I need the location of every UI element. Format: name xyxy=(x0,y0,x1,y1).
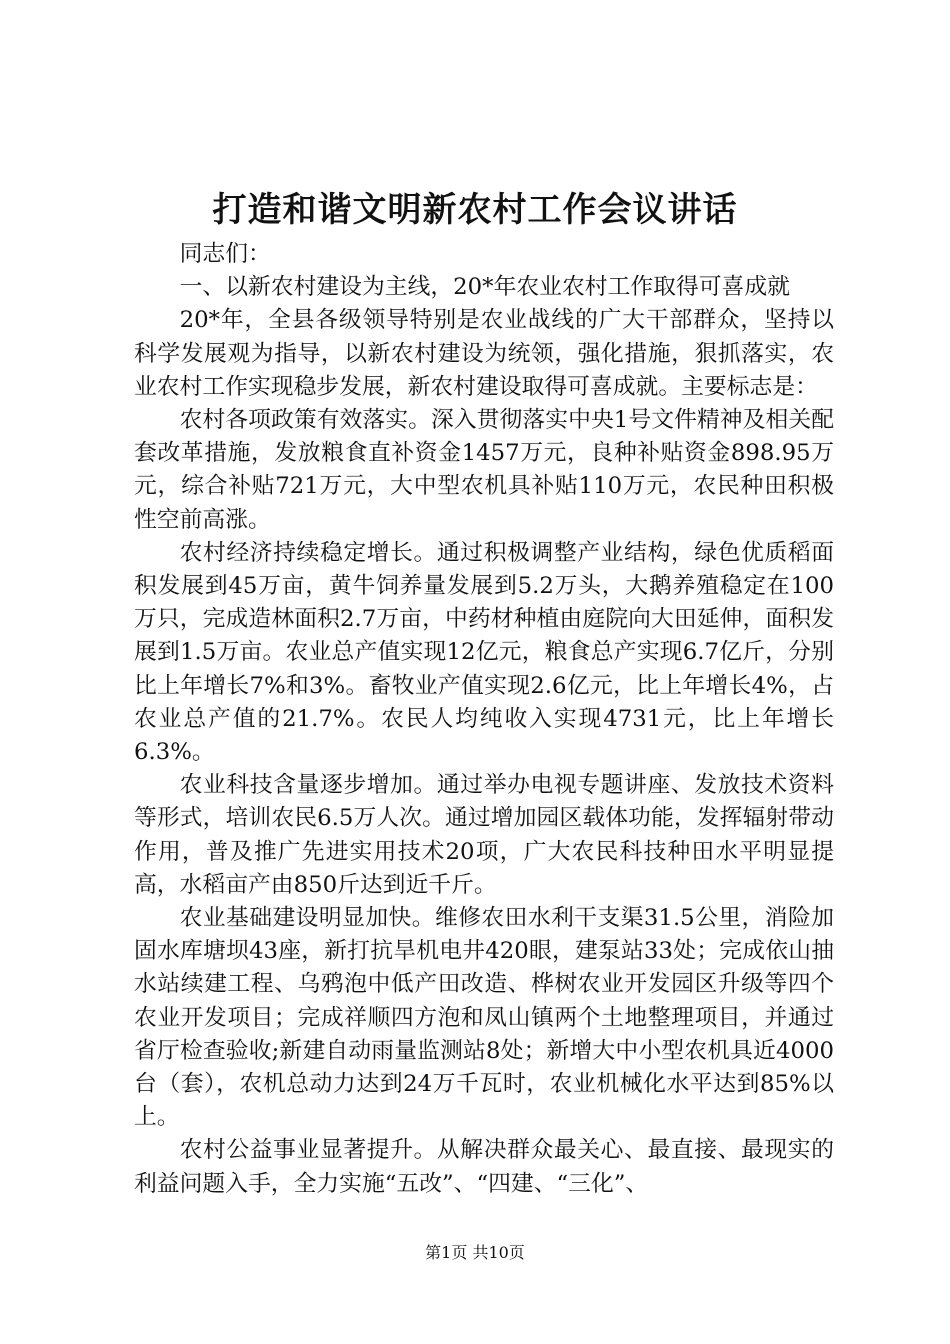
page-footer: 第1页 共10页 xyxy=(425,1243,525,1262)
body-paragraph: 农业科技含量逐步增加。通过举办电视专题讲座、发放技术资料等形式，培训农民6.5万人次。通过增加园区载体功能，发挥辐射带动作用，普及推广先进实用技术20项，广大农民科技种田水平明显提高，水稻亩产由850斤达到近千斤。 xyxy=(134,772,834,898)
section-heading: 一、以新农村建设为主线，20*年农业农村工作取得可喜成就 xyxy=(179,274,790,301)
document-title: 打造和谐文明新农村工作会议讲话 xyxy=(212,190,738,230)
body-paragraph: 农村各项政策有效落实。深入贯彻落实中央1号文件精神及相关配套改革措施，发放粮食直补资金1457万元，良种补贴资金898.95万元，综合补贴721万元，大中型农机具补贴110万元，农民种田积极性空前高涨。 xyxy=(134,407,834,533)
body-paragraph: 20*年，全县各级领导特别是农业战线的广大干部群众，坚持以科学发展观为指导，以新农村建设为统领，强化措施，狠抓落实，农业农村工作实现稳步发展，新农村建设取得可喜成就。主要标志是： xyxy=(134,307,834,400)
body-paragraph: 农村公益事业显著提升。从解决群众最关心、最直接、最现实的利益问题入手，全力实施“五改”、“四建、“三化”、 xyxy=(134,1137,834,1197)
document-body xyxy=(134,238,834,1201)
salutation: 同志们： xyxy=(179,241,271,267)
body-paragraph: 农村经济持续稳定增长。通过积极调整产业结构，绿色优质稻面积发展到45万亩，黄牛饲养量发展到5.2万头，大鹅养殖稳定在100万只，完成造林面积2.7万亩，中药材种植由庭院向大田延伸，面积发展到1.5万亩。农业总产值实现12亿元，粮食总产实现6.7亿斤，分别比上年增长7%和3%。畜牧业产值实现2.6亿元，比上年增长4%，占农业总产值的21.7%。农民人均纯收入实现4731元，比上年增长6.3%。 xyxy=(134,539,834,766)
body-paragraph: 农业基础建设明显加快。维修农田水利干支渠31.5公里，消险加固水库塘坝43座，新打抗旱机电井420眼，建泵站33处；完成依山抽水站续建工程、乌鸦泡中低产田改造、桦树农业开发园区升级等四个农业开发项目；完成祥顺四方泡和凤山镇两个土地整理项目，并通过省厅检查验收;新建自动雨量监测站8处；新增大中小型农机具近4000台（套），农机总动力达到24万千瓦时，农业机械化水平达到85%以上。 xyxy=(134,905,834,1131)
